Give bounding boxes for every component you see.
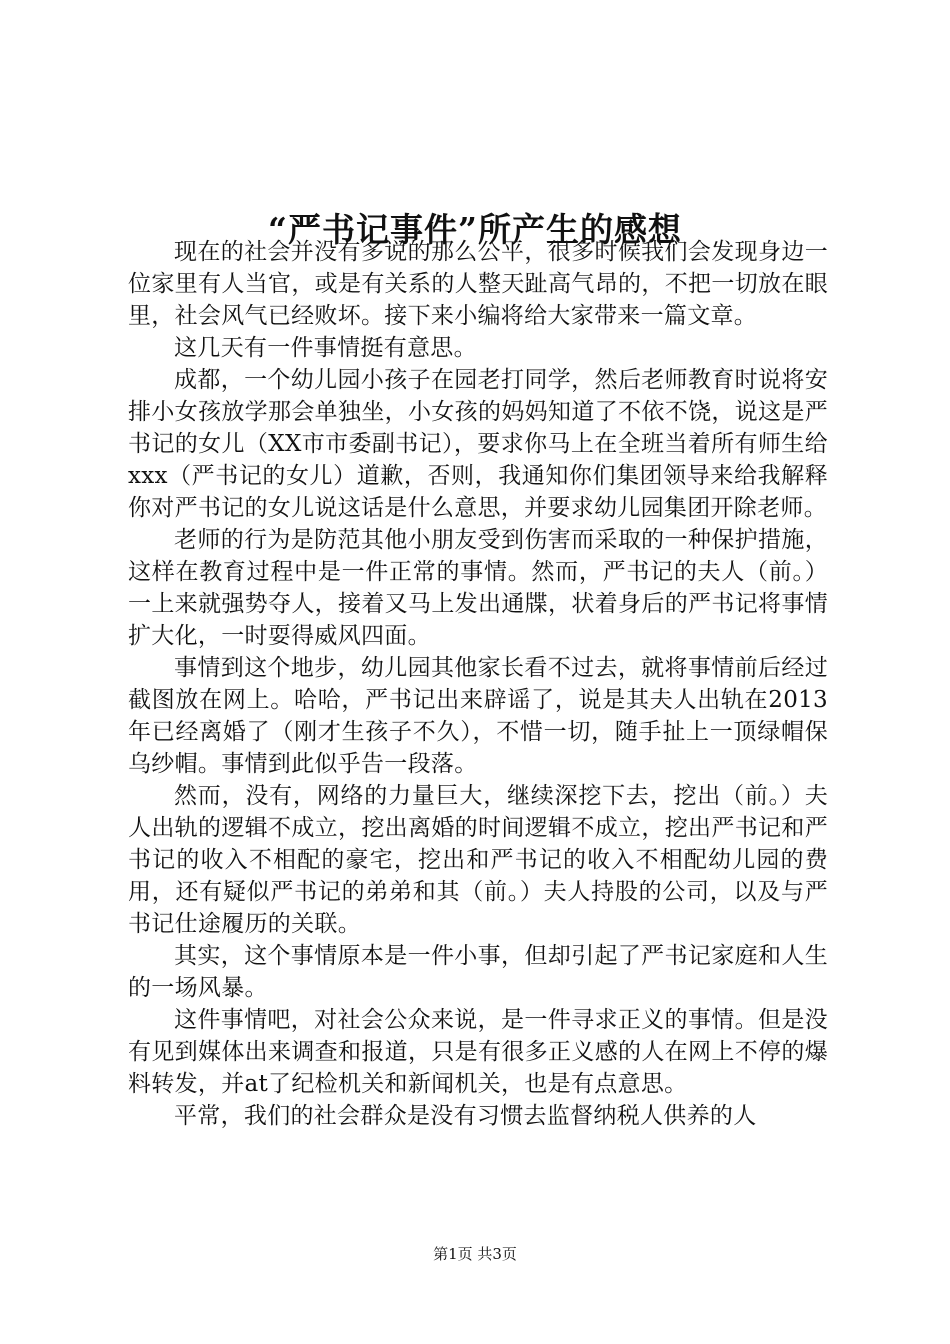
paragraph-8: 这件事情吧，对社会公众来说，是一件寻求正义的事情。但是没有见到媒体出来调查和报道，只是有很多正义感的人在网上不停的爆料转发，并at了纪检机关和新闻机关，也是有点意思。: [128, 1007, 828, 1097]
paragraph-2: 这几天有一件事情挺有意思。: [174, 335, 477, 361]
document-body: [128, 236, 828, 1132]
paragraph-1: 现在的社会并没有多说的那么公平，很多时候我们会发现身边一位家里有人当官，或是有关系的人整天趾高气昂的，不把一切放在眼里，社会风气已经败坏。接下来小编将给大家带来一篇文章。: [128, 239, 828, 329]
document-title: “严书记事件”所产生的感想: [268, 210, 682, 250]
paragraph-5: 事情到这个地步，幼儿园其他家长看不过去，就将事情前后经过截图放在网上。哈哈，严书记出来辟谣了，说是其夫人出轨在2013年已经离婚了（刚才生孩子不久），不惜一切，随手扯上一顶绿帽保乌纱帽。事情到此似乎告一段落。: [128, 655, 828, 777]
paragraph-7: 其实，这个事情原本是一件小事，但却引起了严书记家庭和人生的一场风暴。: [128, 943, 828, 1001]
paragraph-3: 成都，一个幼儿园小孩子在园老打同学，然后老师教育时说将安排小女孩放学那会单独坐，小女孩的妈妈知道了不依不饶，说这是严书记的女儿（XX市市委副书记），要求你马上在全班当着所有师生给xxx（严书记的女儿）道歉，否则，我通知你们集团领导来给我解释你对严书记的女儿说这话是什么意思，并要求幼儿园集团开除老师。: [128, 367, 828, 521]
paragraph-4: 老师的行为是防范其他小朋友受到伤害而采取的一种保护措施，这样在教育过程中是一件正常的事情。然而，严书记的夫人（前。）一上来就强势夺人，接着又马上发出通牒，状着身后的严书记将事情扩大化，一时耍得威风四面。: [128, 527, 828, 649]
paragraph-9: 平常，我们的社会群众是没有习惯去监督纳税人供养的人: [174, 1103, 757, 1129]
page-footer: 第1页 共3页: [433, 1245, 517, 1263]
paragraph-6: 然而，没有，网络的力量巨大，继续深挖下去，挖出（前。）夫人出轨的逻辑不成立，挖出离婚的时间逻辑不成立，挖出严书记和严书记的收入不相配的豪宅，挖出和严书记的收入不相配幼儿园的费用，还有疑似严书记的弟弟和其（前。）夫人持股的公司，以及与严书记仕途履历的关联。: [128, 783, 828, 937]
